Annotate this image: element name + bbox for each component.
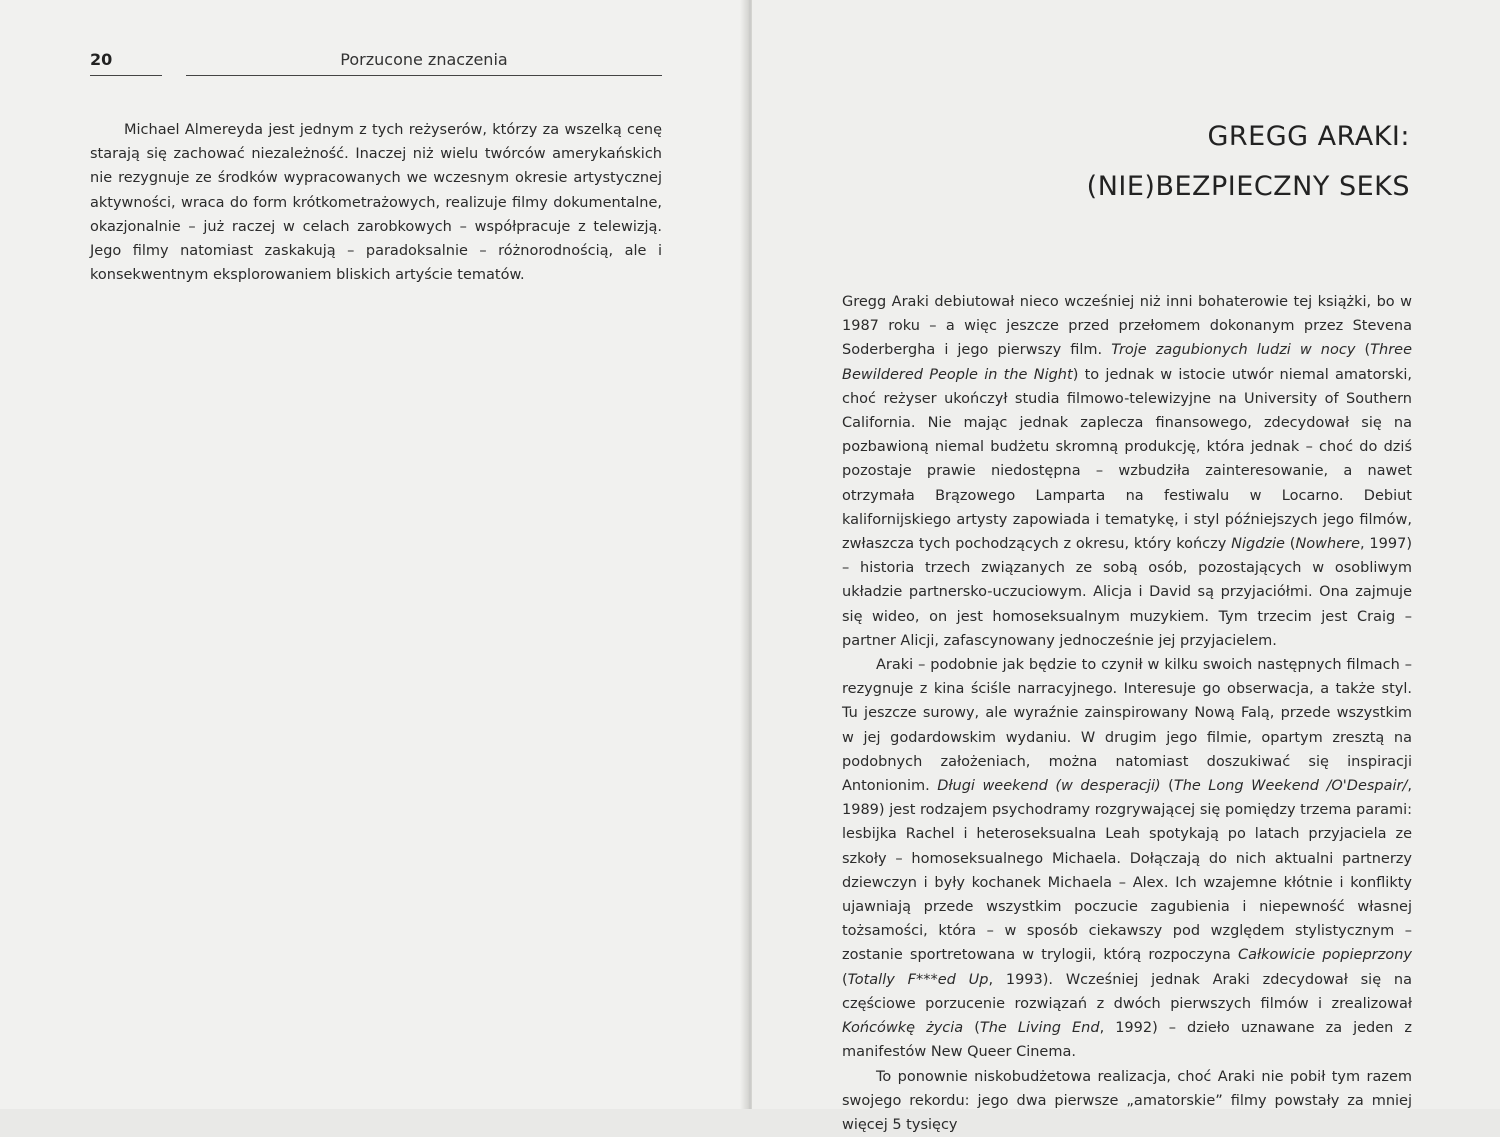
film-title-italic: Troje zagubionych ludzi w nocy <box>1111 342 1355 358</box>
left-body-text <box>90 118 662 287</box>
chapter-title-line-1: GREGG ARAKI: <box>930 112 1410 162</box>
text-run: , 1992) – dzieło uznawane za jeden z manifestów New Queer Cinema. <box>842 1020 1412 1060</box>
film-title-italic: Długi weekend (w desperacji) <box>937 778 1160 794</box>
running-title: Porzucone znaczenia <box>186 50 662 76</box>
left-page <box>0 0 748 1109</box>
page-number: 20 <box>90 50 162 76</box>
film-title-italic: The Long Weekend /O'Despair/ <box>1174 778 1408 794</box>
text-run: , 1993). Wcześniej jednak Araki zdecydował się na częściowe porzucenie rozwiązań z dwóch pierwszych filmów i zrealizował <box>842 972 1412 1012</box>
text-run: ( <box>963 1020 980 1036</box>
film-title-italic: Nowhere <box>1295 536 1360 552</box>
text-run: ( <box>1161 778 1174 794</box>
text-run: ( <box>1355 342 1370 358</box>
text-run: Gregg Araki debiutował nieco wcześniej niż inni bohaterowie tej książki, bo w 1987 roku – a więc jeszcze przed przełomem dokonanym przez Stevena Soderbergha i jego pierwszy film. <box>842 294 1412 358</box>
right-page <box>752 0 1500 1109</box>
left-running-head <box>90 50 662 78</box>
film-title-italic: Three Bewildered People in the Night <box>842 342 1412 382</box>
paragraph-3: To ponownie niskobudżetowa realizacja, choć Araki nie pobił tym razem swojego rekordu: jego dwa pierwsze „amatorskie” filmy powstały za mniej więcej 5 tysięcy <box>842 1065 1412 1137</box>
right-body-text <box>842 290 1412 1137</box>
film-title-italic: The Living End <box>980 1020 1100 1036</box>
film-title-italic: Całkowicie popieprzony <box>1238 947 1412 963</box>
film-title-italic: Nigdzie <box>1231 536 1285 552</box>
chapter-title-line-2: (NIE)BEZPIECZNY SEKS <box>930 162 1410 212</box>
text-run: ( <box>1285 536 1295 552</box>
chapter-title <box>930 112 1410 212</box>
film-title-italic: Totally F***ed Up <box>848 972 989 988</box>
text-run: Araki – podobnie jak będzie to czynił w kilku swoich następnych filmach – rezygnuje z kina ściśle narracyjnego. Interesuje go obserwacja, a także styl. Tu jeszcze surowy, ale wyraźnie zainspirowany Nową Falą, przede wszystkim w jej godardowskim wydaniu. W drugim jego filmie, opartym zresztą na podobnych założeniach, można natomiast doszukiwać się inspiracji Antonionim. <box>842 657 1412 794</box>
paragraph-2 <box>842 653 1412 1064</box>
film-title-italic: Końcówkę życia <box>842 1020 963 1036</box>
text-run: , 1989) jest rodzajem psychodramy rozgrywającej się pomiędzy trzema parami: lesbijka Rachel i heteroseksualna Leah spotykają po latach przyjaciela ze szkoły – homoseksualnego Michaela. Dołączają do nich aktualni partnerzy dziewczyn i były kochanek Michaela – Alex. Ich wzajemne kłótnie i konflikty ujawniają przede wszystkim poczucie zagubienia i niepewność własnej tożsamości, która – w sposób ciekawszy pod względem stylistycznym – zostanie sportretowana w trylogii, którą rozpoczyna <box>842 778 1412 963</box>
text-run: ( <box>842 972 848 988</box>
paragraph-1 <box>842 290 1412 653</box>
left-paragraph: Michael Almereyda jest jednym z tych reżyserów, którzy za wszelką cenę starają się zachować niezależność. Inaczej niż wielu twórców amerykańskich nie rezygnuje ze środków wypracowanych we wczesnym okresie artystycznej aktywności, wraca do form krótkometrażowych, realizuje filmy dokumentalne, okazjonalnie – już raczej w celach zarobkowych – współpracuje z telewizją. Jego filmy natomiast zaskakują – paradoksalnie – różnorodnością, ale i konsekwentnym eksplorowaniem bliskich artyście tematów. <box>90 118 662 287</box>
text-run: , 1997) – historia trzech związanych ze sobą osób, pozostających w osobliwym układzie partnersko-uczuciowym. Alicja i David są przyjaciółmi. Ona zajmuje się wideo, on jest homoseksualnym muzykiem. Tym trzecim jest Craig – partner Alicji, zafascynowany jednocześnie jej przyjacielem. <box>842 536 1412 649</box>
text-run: ) to jednak w istocie utwór niemal amatorski, choć reżyser ukończył studia filmowo-telewizyjne na University of Southern California. Nie mając jednak zaplecza finansowego, zdecydował się na pozbawioną niemal budżetu skromną produkcję, która jednak – choć do dziś pozostaje prawie niedostępna – wzbudziła zainteresowanie, a nawet otrzymała Brązowego Lamparta na festiwalu w Locarno. Debiut kalifornijskiego artysty zapowiada i tematykę, i styl późniejszych jego filmów, zwłaszcza tych pochodzących z okresu, który kończy <box>842 367 1412 552</box>
